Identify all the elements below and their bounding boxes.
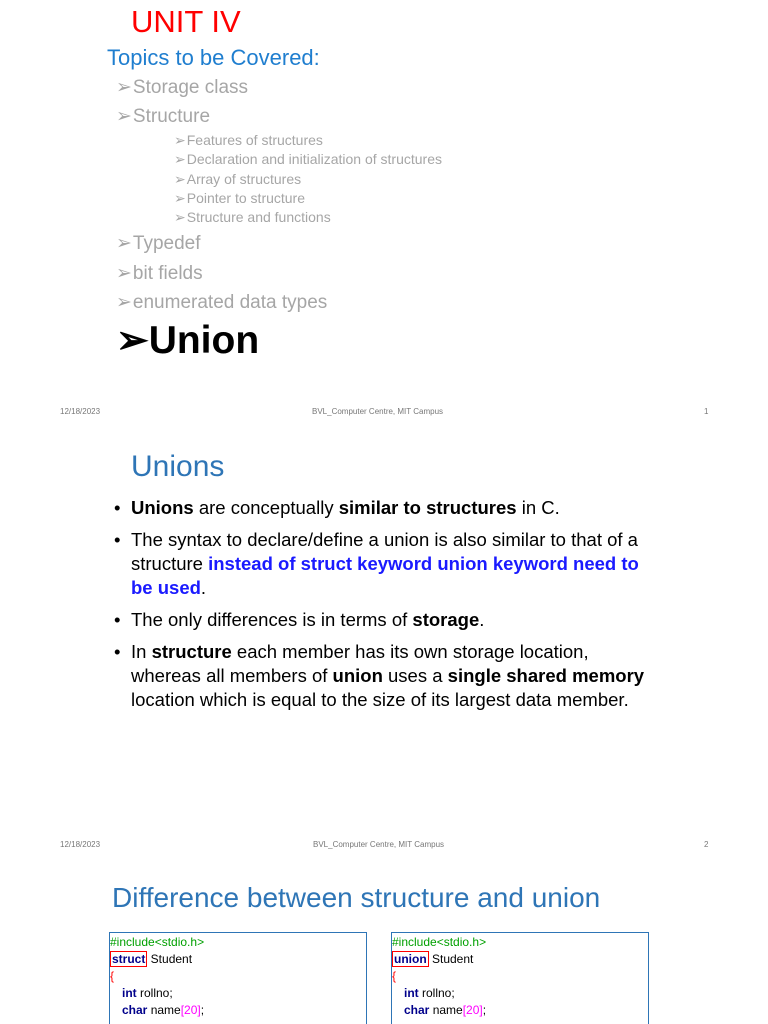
slide-3 <box>0 862 768 1024</box>
page-number: 2 <box>704 840 709 849</box>
topic-label: bit fields <box>132 263 203 284</box>
footer-date: 12/18/2023 <box>60 840 101 849</box>
struct-code-box <box>109 932 367 1024</box>
bullet-item: • Unions are conceptually similar to structures in C. <box>114 497 560 518</box>
subtopic-label: Pointer to structure <box>186 190 306 206</box>
bullet-dot-icon: • <box>114 529 121 550</box>
slide-title: Difference between structure and union <box>112 882 601 913</box>
bullet-item: • The only differences is in terms of storage. <box>114 609 485 630</box>
arrow-bullet-icon: ➢ <box>174 209 186 225</box>
topic-label: enumerated data types <box>132 292 328 313</box>
struct-keyword: struct <box>112 952 146 966</box>
subtopic-item <box>174 190 305 207</box>
slide-2 <box>0 432 768 854</box>
subtopic-item <box>174 171 301 188</box>
bullet-item: • In structure each member has its own storage location, whereas all members of union uses a single shared memory location which is equal to the size of its largest data member. <box>114 641 645 710</box>
topic-enumerated-data-types <box>116 291 327 314</box>
subtopic-item <box>174 209 331 226</box>
code-include: #include<stdio.h> <box>392 935 487 949</box>
slide-title: UNIT IV <box>131 4 241 39</box>
footer-date: 12/18/2023 <box>60 407 101 416</box>
topics-heading: Topics to be Covered: <box>107 45 320 70</box>
arrow-bullet-icon: ➢ <box>116 319 149 362</box>
union-keyword: union <box>394 952 427 966</box>
code-brace: { <box>110 969 115 983</box>
footer-center: BVL_Computer Centre, MIT Campus <box>313 840 445 849</box>
code-member-char: char name[20]; <box>404 1003 487 1017</box>
arrow-bullet-icon: ➢ <box>174 151 186 167</box>
topic-structure <box>116 105 210 128</box>
code-include: #include<stdio.h> <box>110 935 205 949</box>
topic-label: Typedef <box>132 233 201 254</box>
subtopic-item <box>174 132 323 149</box>
arrow-bullet-icon: ➢ <box>174 132 186 148</box>
arrow-bullet-icon: ➢ <box>116 263 132 284</box>
arrow-bullet-icon: ➢ <box>174 190 186 206</box>
bullet-dot-icon: • <box>114 609 121 630</box>
footer-center: BVL_Computer Centre, MIT Campus <box>312 407 444 416</box>
code-member-int: int rollno; <box>122 986 173 1000</box>
arrow-bullet-icon: ➢ <box>116 292 132 313</box>
bullet-item: • The syntax to declare/define a union is also similar to that of a structure instead of struct keyword union keyword need to be used. <box>114 529 639 598</box>
topic-label: Structure <box>132 106 211 127</box>
subtopic-label: Array of structures <box>186 171 302 187</box>
topic-label: Storage class <box>132 77 249 98</box>
code-brace: { <box>392 969 397 983</box>
subtopic-label: Declaration and initialization of structures <box>186 151 442 167</box>
code-member-char: char name[20]; <box>122 1003 205 1017</box>
current-topic-union <box>116 318 259 363</box>
code-member-int: int rollno; <box>404 986 455 1000</box>
subtopic-label: Structure and functions <box>186 209 331 225</box>
slide-title: Unions <box>131 450 225 483</box>
arrow-bullet-icon: ➢ <box>174 171 186 187</box>
topic-storage-class <box>116 76 248 99</box>
subtopic-item <box>174 151 442 168</box>
topic-bit-fields <box>116 262 203 285</box>
code-declaration: union Student <box>394 952 474 966</box>
bullet-dot-icon: • <box>114 641 121 662</box>
arrow-bullet-icon: ➢ <box>116 233 132 254</box>
page-number: 1 <box>704 407 709 416</box>
arrow-bullet-icon: ➢ <box>116 106 132 127</box>
slide-1 <box>0 0 768 430</box>
bullet-list <box>114 496 654 720</box>
subtopic-label: Features of structures <box>186 132 323 148</box>
bullet-dot-icon: • <box>114 497 121 518</box>
code-declaration: struct Student <box>112 952 193 966</box>
current-topic-label: Union <box>148 319 260 362</box>
topic-typedef <box>116 232 201 255</box>
arrow-bullet-icon: ➢ <box>116 77 132 98</box>
union-code-box <box>391 932 649 1024</box>
